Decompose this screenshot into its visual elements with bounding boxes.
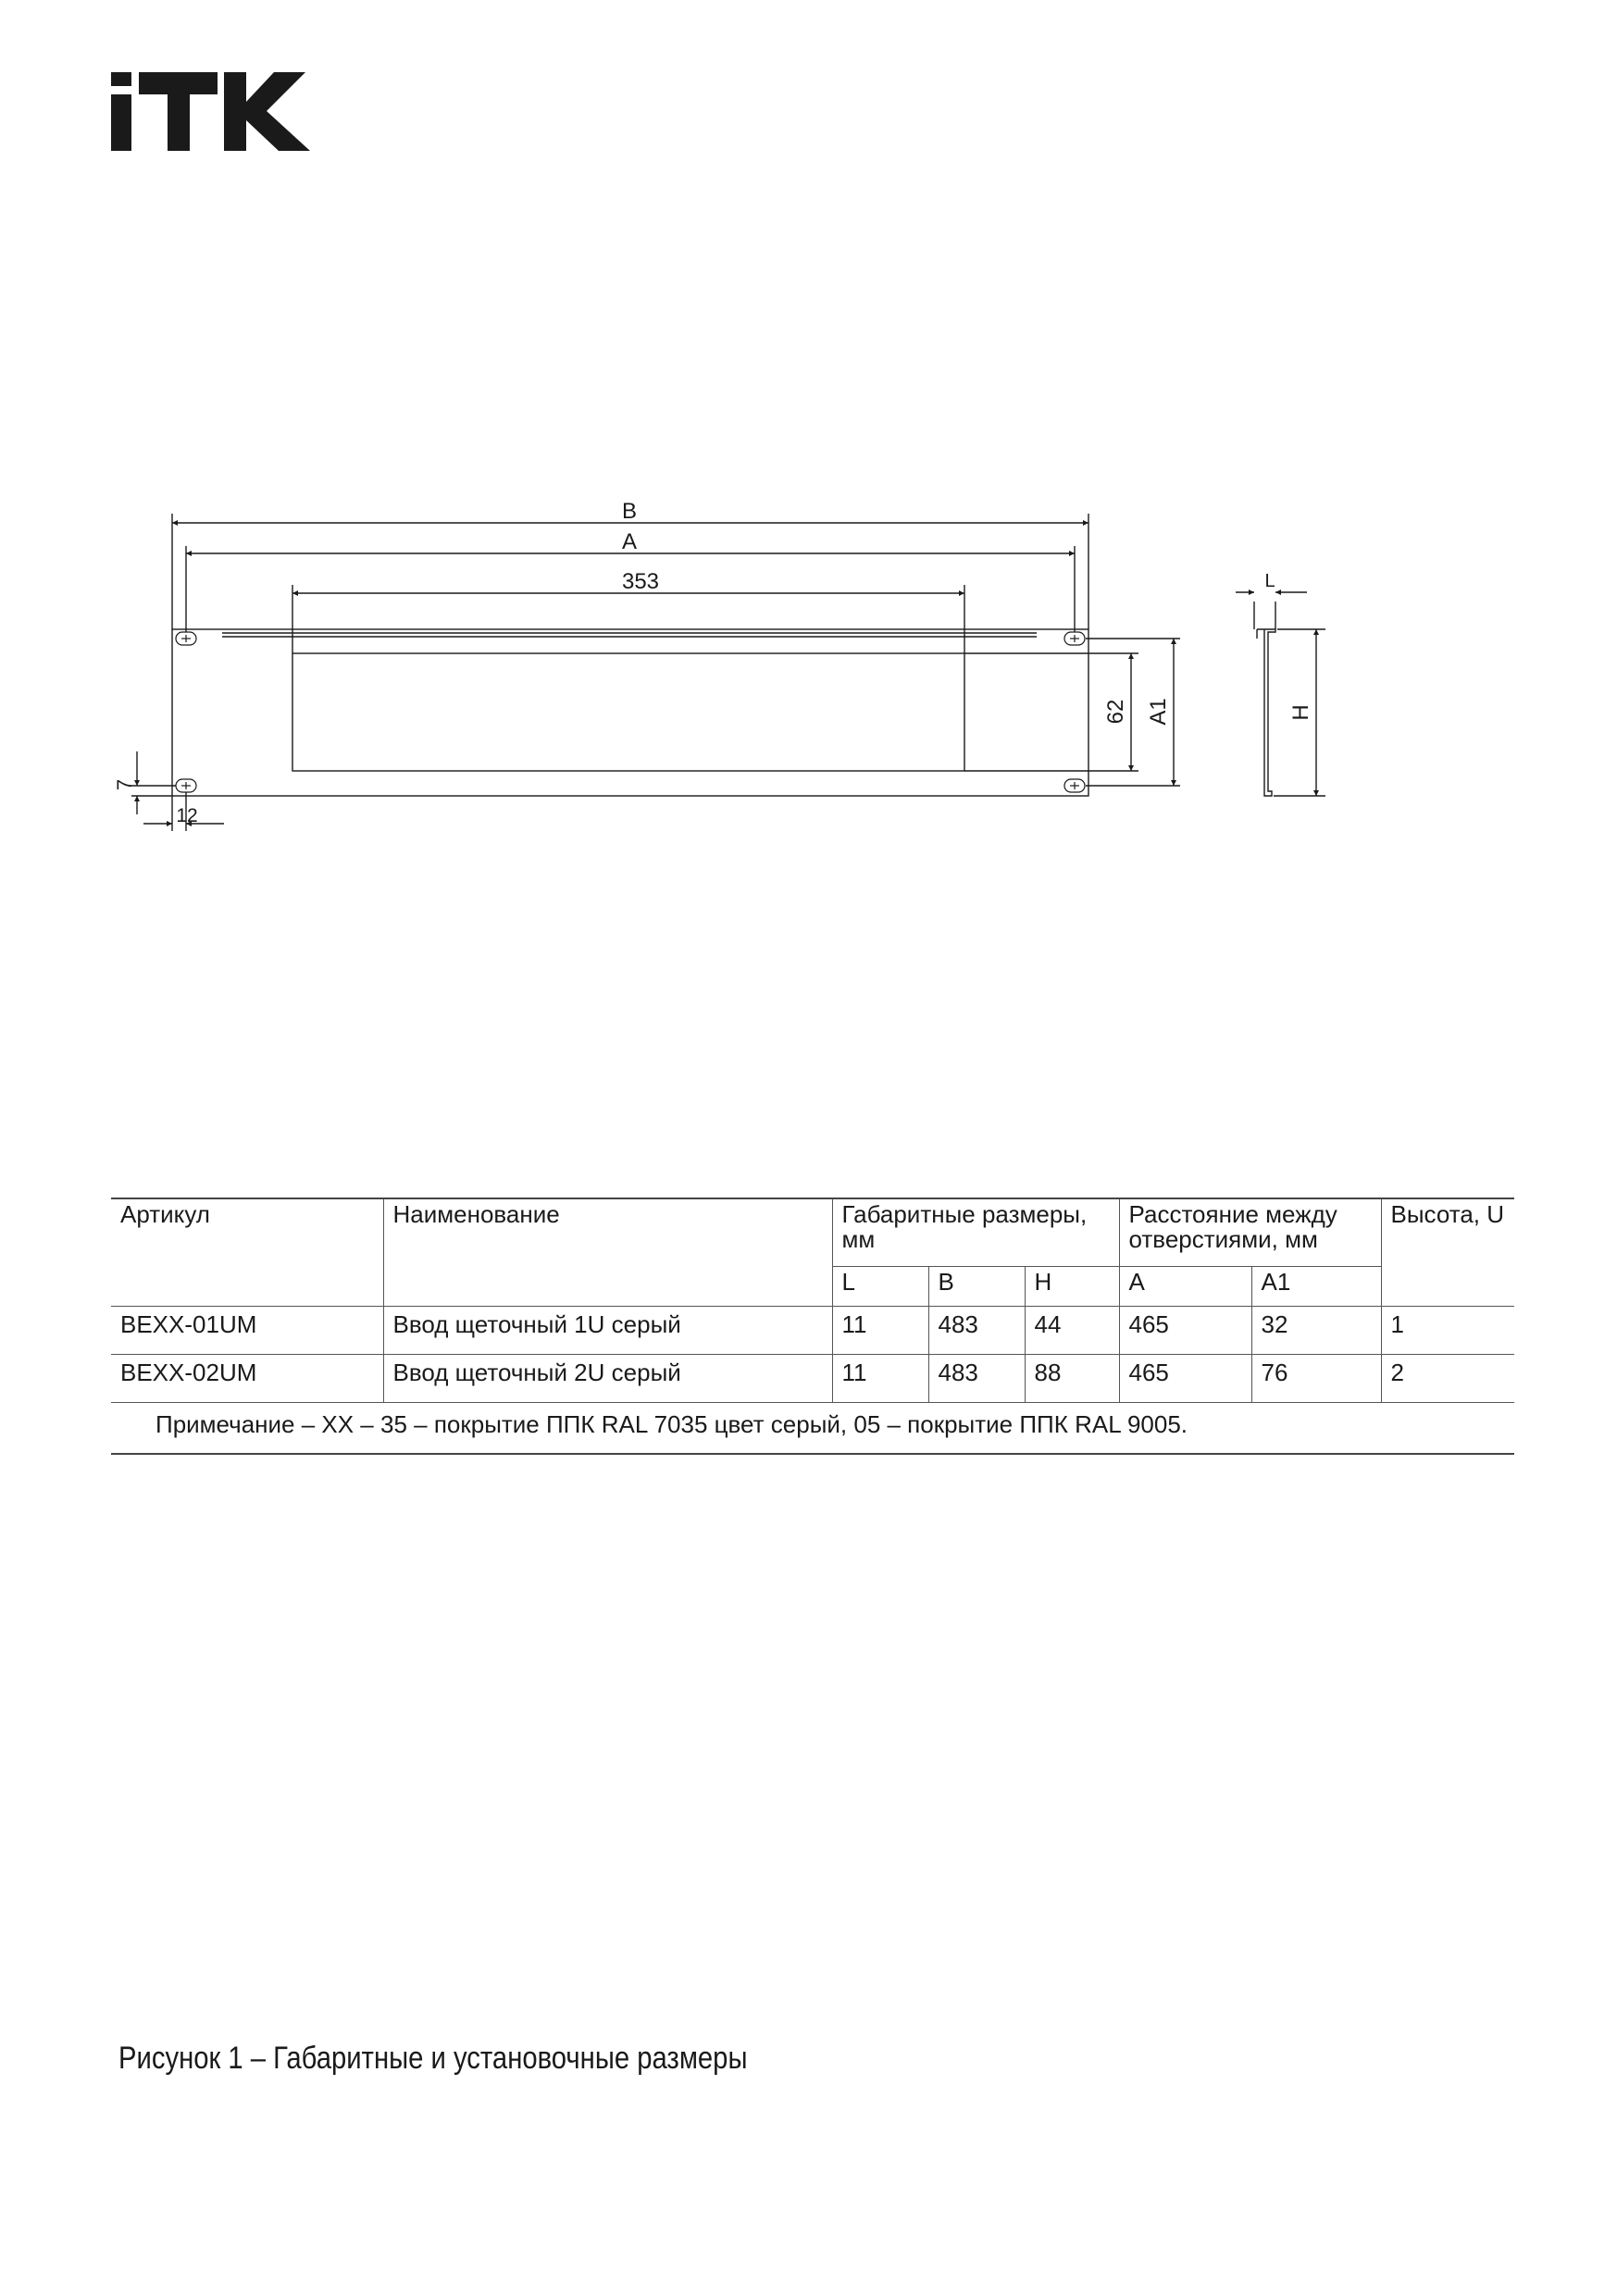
cell-A: 465 (1119, 1306, 1251, 1354)
header-overall-dimensions: Габаритные размеры, мм (832, 1198, 1119, 1266)
cell-article: BEXX-02UM (111, 1354, 383, 1402)
dim-label-62: 62 (1103, 699, 1128, 725)
dim-label-7: 7 (113, 778, 136, 791)
cell-B: 483 (928, 1354, 1025, 1402)
technical-drawing (0, 0, 1617, 925)
table-row (111, 1306, 1514, 1354)
header-hole-distance: Расстояние между отверстиями, мм (1119, 1198, 1381, 1266)
mounting-hole (176, 632, 196, 645)
cell-A: 465 (1119, 1354, 1251, 1402)
dim-label-H: H (1288, 704, 1313, 721)
header-row (111, 1198, 1514, 1266)
figure-caption: Рисунок 1 – Габаритные и установочные размеры (118, 2041, 748, 2076)
cell-H: 44 (1025, 1306, 1119, 1354)
mounting-hole (1064, 632, 1085, 645)
cell-name: Ввод щеточный 2U серый (383, 1354, 832, 1402)
header-H: H (1025, 1266, 1119, 1306)
cell-article: BEXX-01UM (111, 1306, 383, 1354)
header-A1: A1 (1251, 1266, 1381, 1306)
dim-label-B: B (621, 499, 638, 524)
mounting-hole (176, 779, 196, 792)
dim-label-353: 353 (621, 569, 660, 594)
cell-height: 1 (1381, 1306, 1514, 1354)
cell-name: Ввод щеточный 1U серый (383, 1306, 832, 1354)
dim-label-A1: A1 (1146, 698, 1171, 726)
dim-label-L: L (1264, 571, 1275, 591)
cell-height: 2 (1381, 1354, 1514, 1402)
cell-A1: 76 (1251, 1354, 1381, 1402)
cell-L: 11 (832, 1354, 928, 1402)
header-L: L (832, 1266, 928, 1306)
cell-A1: 32 (1251, 1306, 1381, 1354)
header-article: Артикул (111, 1198, 383, 1306)
header-name: Наименование (383, 1198, 832, 1306)
table-note: Примечание – XX – 35 – покрытие ППК RAL 7035 цвет серый, 05 – покрытие ППК RAL 9005. (111, 1402, 1514, 1454)
table-row (111, 1354, 1514, 1402)
side-profile (1257, 629, 1275, 796)
spec-table (111, 1198, 1514, 1455)
dim-label-A: A (621, 529, 638, 554)
brush-opening (292, 653, 964, 771)
cell-H: 88 (1025, 1354, 1119, 1402)
cell-B: 483 (928, 1306, 1025, 1354)
cell-L: 11 (832, 1306, 928, 1354)
mounting-hole (1064, 779, 1085, 792)
header-height: Высота, U (1381, 1198, 1514, 1306)
note-row (111, 1402, 1514, 1454)
dim-label-12: 12 (176, 805, 198, 826)
header-A: A (1119, 1266, 1251, 1306)
header-B: B (928, 1266, 1025, 1306)
